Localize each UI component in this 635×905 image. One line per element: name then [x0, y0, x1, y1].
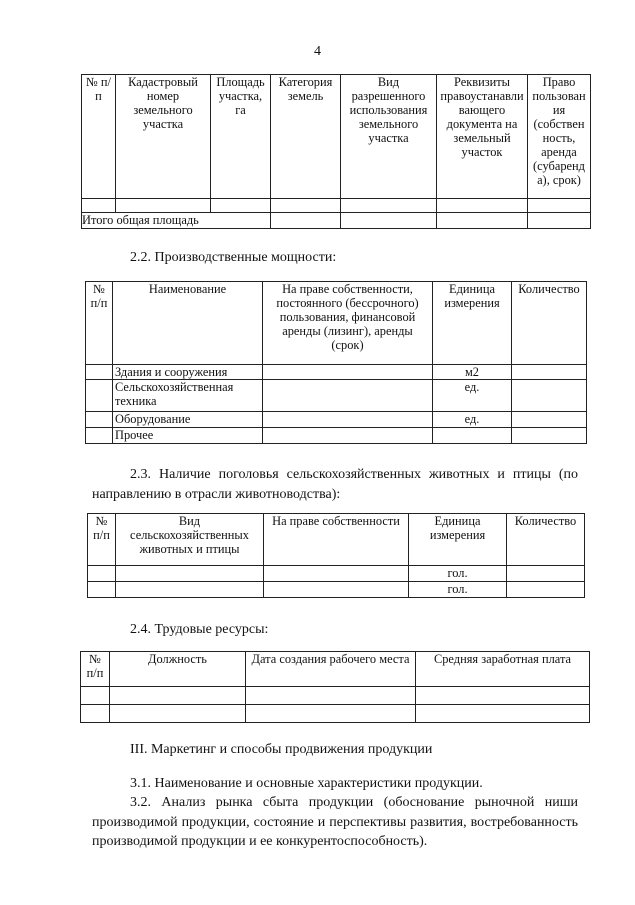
production-capacities-table: [85, 281, 587, 444]
table-row: [88, 582, 585, 598]
row-unit: [433, 428, 512, 444]
col-header-number: № п/п: [86, 282, 113, 365]
livestock-table: [87, 513, 585, 598]
col-header-unit: Единица измерения: [409, 514, 507, 566]
page-number: 4: [314, 44, 321, 59]
col-header-ownership: На праве собственности: [264, 514, 409, 566]
col-header-right: Право пользован ия (собствен ность, аренда (субаренд а), срок): [528, 75, 591, 199]
table-row: [82, 199, 591, 213]
row-unit: ед.: [433, 380, 512, 412]
row-unit: ед.: [433, 412, 512, 428]
row-name: Сельскохозяйственная техника: [113, 380, 263, 412]
col-header-number: № п/п: [82, 75, 116, 199]
col-header-number: № п/п: [88, 514, 116, 566]
col-header-animal-type: Вид сельскохозяйственных животных и птицы: [116, 514, 264, 566]
col-header-average-salary: Средняя заработная плата: [416, 652, 590, 687]
col-header-quantity: Количество: [512, 282, 587, 365]
row-name: Здания и сооружения: [113, 365, 263, 380]
col-header-unit: Единица измерения: [433, 282, 512, 365]
section-2-3-title: 2.3. Наличие поголовья сельскохозяйственных животных и птицы (по направлению в отрасли животноводства):: [92, 467, 578, 502]
row-unit: гол.: [409, 566, 507, 582]
table-row: [81, 687, 590, 705]
row-name: Оборудование: [113, 412, 263, 428]
row-unit: гол.: [409, 582, 507, 598]
table-row: [81, 705, 590, 723]
col-header-creation-date: Дата создания рабочего места: [246, 652, 416, 687]
row-unit: м2: [433, 365, 512, 380]
total-label: Итого общая площадь: [82, 213, 271, 229]
section-3-1: 3.1. Наименование и основные характеристики продукции.: [130, 776, 483, 791]
section-2-4-title: 2.4. Трудовые ресурсы:: [130, 622, 269, 637]
land-plots-table: [81, 74, 591, 229]
section-3-title: III. Маркетинг и способы продвижения продукции: [130, 742, 433, 757]
col-header-use-type: Вид разрешенного использования земельного участка: [341, 75, 437, 199]
col-header-cadastral: Кадастровый номер земельного участка: [116, 75, 211, 199]
section-2-2-title: 2.2. Производственные мощности:: [130, 250, 337, 265]
col-header-quantity: Количество: [507, 514, 585, 566]
col-header-document: Реквизиты правоустанавли вающего документа на земельный участок: [437, 75, 528, 199]
col-header-ownership: На праве собственности, постоянного (бессрочного) пользования, финансовой аренды (лизинг), аренды (срок): [263, 282, 433, 365]
col-header-position: Должность: [110, 652, 246, 687]
row-name: Прочее: [113, 428, 263, 444]
table-row: [86, 412, 587, 428]
table-row: [86, 380, 587, 412]
table-row: [86, 365, 587, 380]
labour-resources-table: [80, 651, 590, 723]
total-row: [82, 213, 591, 229]
col-header-number: № п/п: [81, 652, 110, 687]
col-header-name: Наименование: [113, 282, 263, 365]
table-row: [88, 566, 585, 582]
table-row: [86, 428, 587, 444]
section-3-2: 3.2. Анализ рынка сбыта продукции (обоснование рыночной ниши производимой продукции, состояние и перспективы развития, востребованность производимой продукции и ее конкурентоспособность).: [92, 795, 578, 849]
col-header-area: Площадь участка, га: [211, 75, 271, 199]
col-header-category: Категория земель: [271, 75, 341, 199]
